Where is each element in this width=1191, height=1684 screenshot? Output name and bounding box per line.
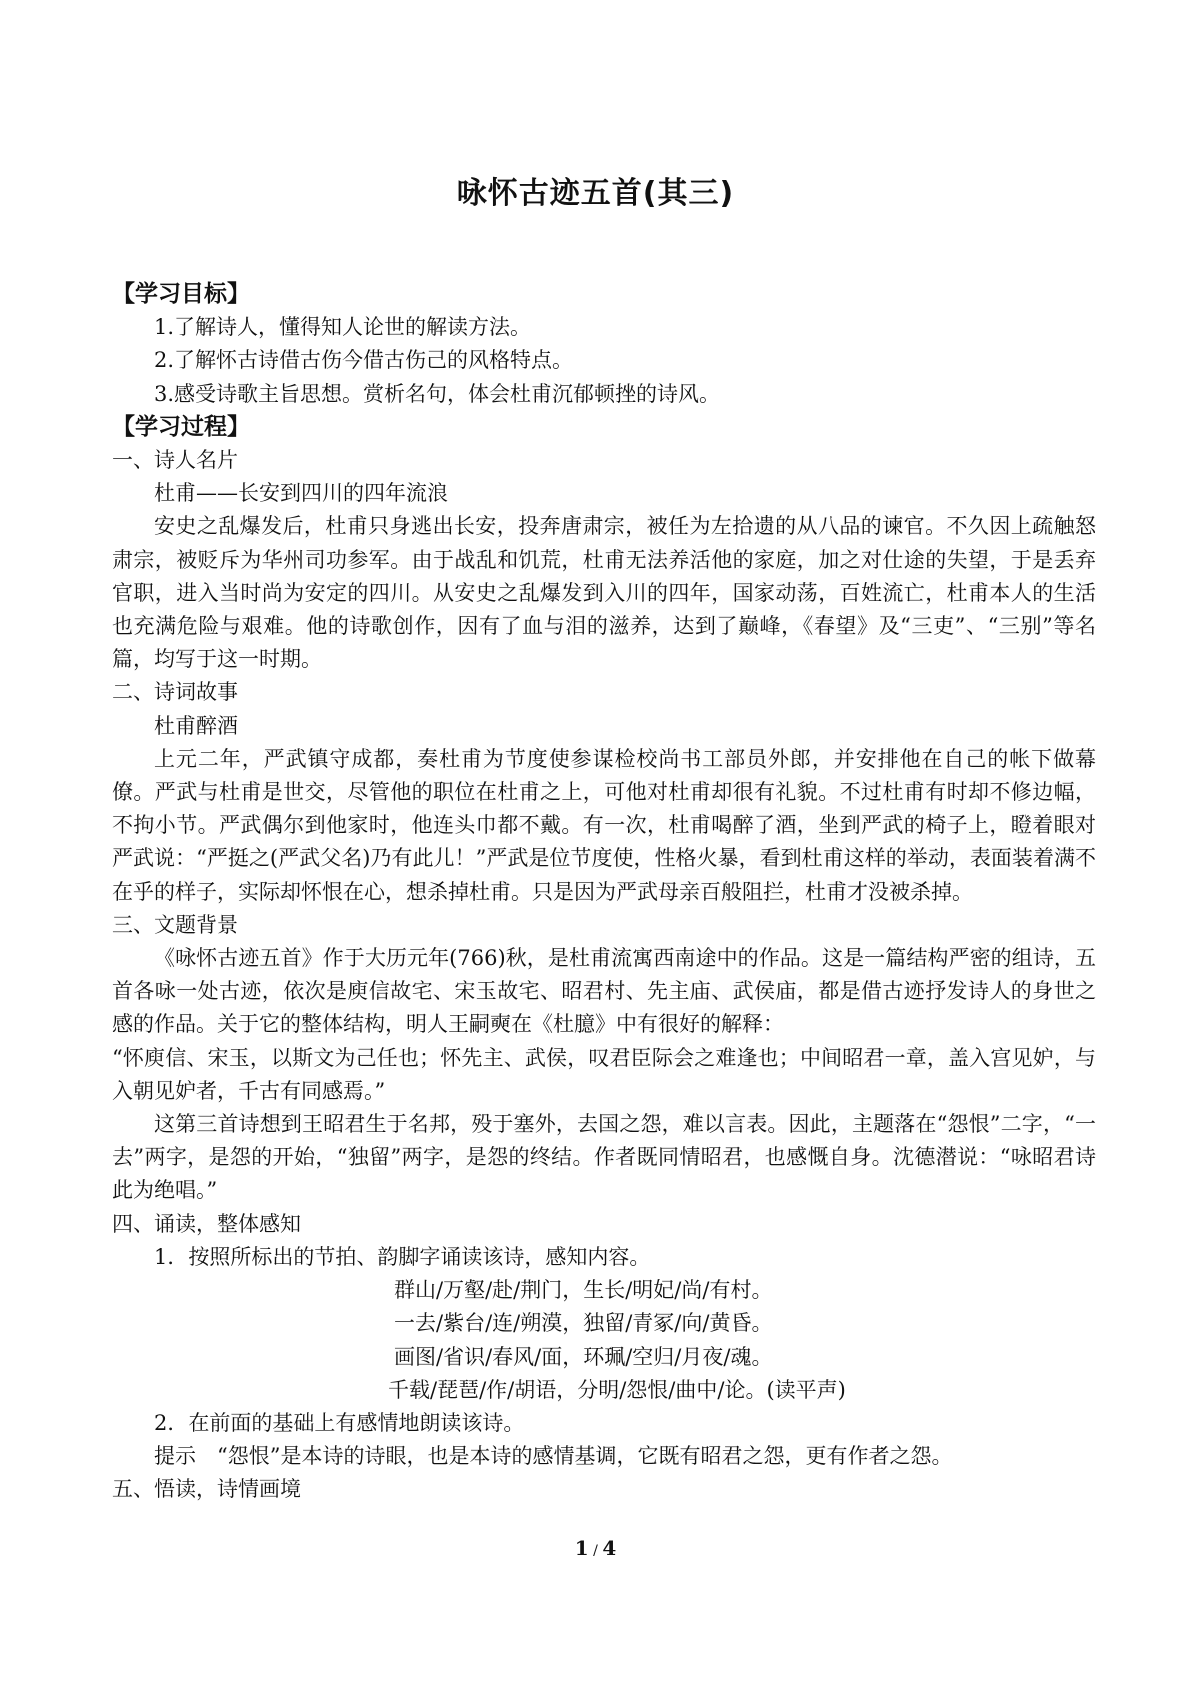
background-paragraph: 《咏怀古迹五首》作于大历元年(766)秋，是杜甫流寓西南途中的作品。这是一篇结构严密的组诗，五首各咏一处古迹，依次是庾信故宅、宋玉故宅、昭君村、先主庙、武侯庙，都是借古迹抒发诗人的身世之感的作品。关于它的整体结构，明人王嗣奭在《杜臆》中有很好的解释： [112, 946, 1096, 1037]
page-separator: / [588, 1543, 603, 1559]
page-number [0, 1536, 1191, 1560]
section-heading-appreciate: 五、悟读，诗情画境 [112, 1477, 301, 1502]
recite-item-1: 1．按照所标出的节拍、韵脚字诵读该诗，感知内容。 [154, 1244, 651, 1269]
goal-item: 1.了解诗人，懂得知人论世的解读方法。 [154, 315, 532, 340]
poet-card-subtitle: 杜甫——长安到四川的四年流浪 [154, 481, 448, 506]
goal-item: 2.了解怀古诗借古伤今借古伤己的风格特点。 [154, 348, 574, 373]
story-subtitle: 杜甫醉酒 [154, 713, 238, 738]
story-paragraph: 上元二年，严武镇守成都，奏杜甫为节度使参谋检校尚书工部员外郎，并安排他在自己的帐下做幕僚。严武与杜甫是世交，尽管他的职位在杜甫之上，可他对杜甫却很有礼貌。不过杜甫有时却不修边幅，不拘小节。严武偶尔到他家时，他连头巾都不戴。有一次，杜甫喝醉了酒，坐到严武的椅子上，瞪着眼对严武说：“严挺之(严武父名)乃有此儿！”严武是位节度使，性格火暴，看到杜甫这样的举动，表面装着满不在乎的样子，实际却怀恨在心，想杀掉杜甫。只是因为严武母亲百般阻拦，杜甫才没被杀掉。 [112, 746, 1096, 904]
background-quote: “怀庾信、宋玉，以斯文为己任也；怀先主、武侯，叹君臣际会之难逢也；中间昭君一章，盖入宫见妒，与入朝见妒者，千古有同感焉。” [112, 1045, 1096, 1103]
recite-item-2: 2．在前面的基础上有感情地朗读该诗。 [154, 1410, 525, 1435]
section-heading-poet-card: 一、诗人名片 [112, 448, 238, 473]
poet-card-paragraph: 安史之乱爆发后，杜甫只身逃出长安，投奔唐肃宗，被任为左拾遗的从八品的谏官。不久因上疏触怒肃宗，被贬斥为华州司功参军。由于战乱和饥荒，杜甫无法养活他的家庭，加之对仕途的失望，于是丢弃官职，进入当时尚为安定的四川。从安史之乱爆发到入川的四年，国家动荡，百姓流亡，杜甫本人的生活也充满危险与艰难。他的诗歌创作，因有了血与泪的滋养，达到了巅峰，《春望》及“三吏”、“三别”等名篇，均写于这一时期。 [112, 514, 1096, 672]
recite-tip: 提示 “怨恨”是本诗的诗眼，也是本诗的感情基调，它既有昭君之怨，更有作者之怨。 [154, 1444, 953, 1469]
page-current: 1 [574, 1536, 589, 1560]
goals-heading: 【学习目标】 [112, 281, 250, 307]
process-heading: 【学习过程】 [112, 413, 250, 440]
poem-line: 群山/万壑/赴/荆门，生长/明妃/尚/有村。 [394, 1278, 773, 1303]
document-body [112, 278, 1096, 1507]
background-paragraph-2: 这第三首诗想到王昭君生于名邦，殁于塞外，去国之怨，难以言表。因此，主题落在“怨恨”二字，“一去”两字，是怨的开始，“独留”两字，是怨的终结。作者既同情昭君，也感慨自身。沈德潜说：“咏昭君诗此为绝唱。” [112, 1112, 1096, 1203]
section-heading-background: 三、文题背景 [112, 912, 238, 937]
poem-line: 千载/琵琶/作/胡语，分明/怨恨/曲中/论。(读平声) [388, 1377, 846, 1402]
section-heading-recite: 四、诵读，整体感知 [112, 1211, 301, 1236]
page-total: 4 [602, 1536, 617, 1560]
poem-line: 一去/紫台/连/朔漠，独留/青冢/向/黄昏。 [394, 1311, 773, 1336]
poem-line: 画图/省识/春风/面，环珮/空归/月夜/魂。 [394, 1344, 773, 1369]
document-title: 咏怀古迹五首(其三) [456, 176, 735, 211]
section-heading-story: 二、诗词故事 [112, 680, 238, 705]
goal-item: 3.感受诗歌主旨思想。赏析名句，体会杜甫沉郁顿挫的诗风。 [154, 381, 721, 406]
